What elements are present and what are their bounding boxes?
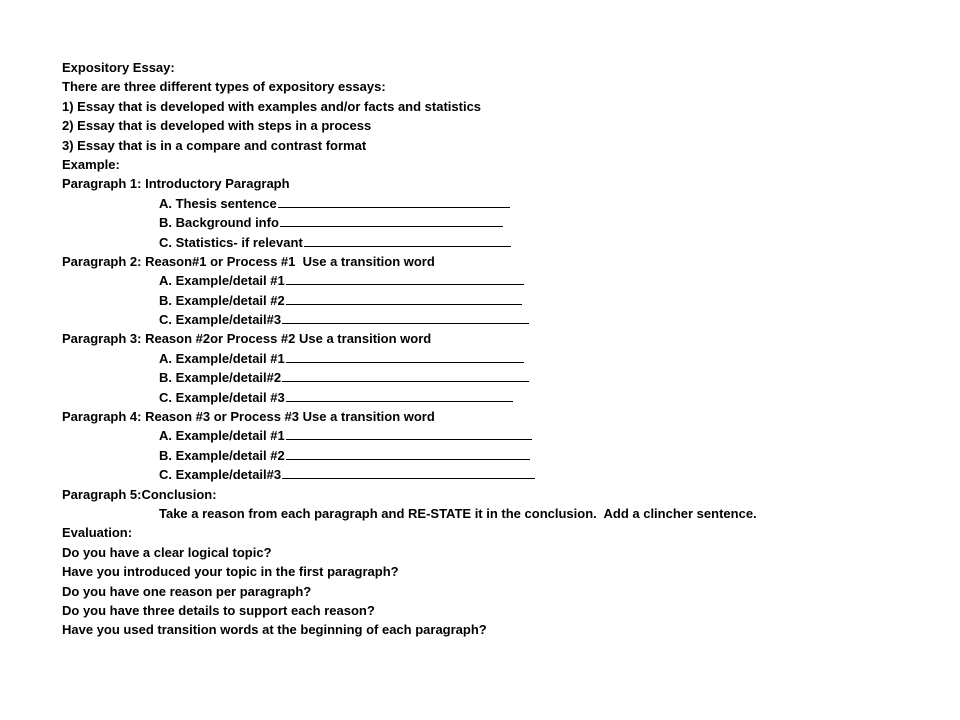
item-label: C. Statistics- if relevant <box>159 234 303 250</box>
essay-type-1: 1) Essay that is developed with examples and/or facts and statistics <box>62 98 482 114</box>
paragraph-4-item-b <box>62 446 922 465</box>
fill-in-blank <box>286 349 524 363</box>
essay-outline <box>62 58 922 640</box>
fill-in-blank <box>286 291 522 305</box>
fill-in-blank <box>286 388 513 402</box>
fill-in-blank <box>282 310 529 324</box>
paragraph-2-item-c <box>62 310 922 329</box>
paragraph-2-heading: Paragraph 2: Reason#1 or Process #1 Use a transition word <box>62 253 435 269</box>
evaluation-question-1: Do you have a clear logical topic? <box>62 544 272 560</box>
item-label: C. Example/detail#3 <box>159 467 282 483</box>
paragraph-4-item-c <box>62 465 922 484</box>
item-label: A. Example/detail #1 <box>159 428 285 444</box>
paragraph-1-item-a <box>62 194 922 213</box>
item-label: B. Example/detail #2 <box>159 447 285 463</box>
fill-in-blank <box>286 426 532 440</box>
item-label: C. Example/detail#3 <box>159 312 282 328</box>
paragraph-3-heading: Paragraph 3: Reason #2or Process #2 Use a transition word <box>62 331 432 347</box>
paragraph-4-heading: Paragraph 4: Reason #3 or Process #3 Use a transition word <box>62 409 435 425</box>
item-label: B. Example/detail #2 <box>159 292 285 308</box>
fill-in-blank <box>280 213 503 227</box>
paragraph-2-item-a <box>62 271 922 290</box>
intro-line: There are three different types of expository essays: <box>62 79 386 95</box>
essay-type-2: 2) Essay that is developed with steps in a process <box>62 118 372 134</box>
document-title: Expository Essay: <box>62 60 175 75</box>
paragraph-1-item-c <box>62 233 922 252</box>
item-label: A. Example/detail #1 <box>159 273 285 289</box>
conclusion-instruction: Take a reason from each paragraph and RE-STATE it in the conclusion. Add a clincher sentence. <box>159 505 757 521</box>
item-label: A. Thesis sentence <box>159 195 277 211</box>
item-label: B. Example/detail#2 <box>159 370 282 386</box>
paragraph-2-item-b <box>62 291 922 310</box>
paragraph-4-item-a <box>62 426 922 445</box>
fill-in-blank <box>286 271 524 285</box>
paragraph-3-item-a <box>62 349 922 368</box>
essay-type-3: 3) Essay that is in a compare and contrast format <box>62 137 367 153</box>
paragraph-3-item-b <box>62 368 922 387</box>
evaluation-heading: Evaluation: <box>62 525 133 541</box>
fill-in-blank <box>304 233 511 247</box>
item-label: A. Example/detail #1 <box>159 350 285 366</box>
fill-in-blank <box>282 368 529 382</box>
paragraph-1-item-b <box>62 213 922 232</box>
fill-in-blank <box>282 465 535 479</box>
fill-in-blank <box>278 194 510 208</box>
item-label: C. Example/detail #3 <box>159 389 285 405</box>
evaluation-question-4: Do you have three details to support each reason? <box>62 602 375 618</box>
evaluation-question-3: Do you have one reason per paragraph? <box>62 583 312 599</box>
item-label: B. Background info <box>159 215 279 231</box>
paragraph-1-heading: Paragraph 1: Introductory Paragraph <box>62 176 290 192</box>
example-heading: Example: <box>62 156 120 172</box>
paragraph-5-heading: Paragraph 5:Conclusion: <box>62 486 217 502</box>
paragraph-3-item-c <box>62 388 922 407</box>
evaluation-question-5: Have you used transition words at the beginning of each paragraph? <box>62 622 487 638</box>
fill-in-blank <box>286 446 530 460</box>
evaluation-question-2: Have you introduced your topic in the first paragraph? <box>62 564 399 580</box>
